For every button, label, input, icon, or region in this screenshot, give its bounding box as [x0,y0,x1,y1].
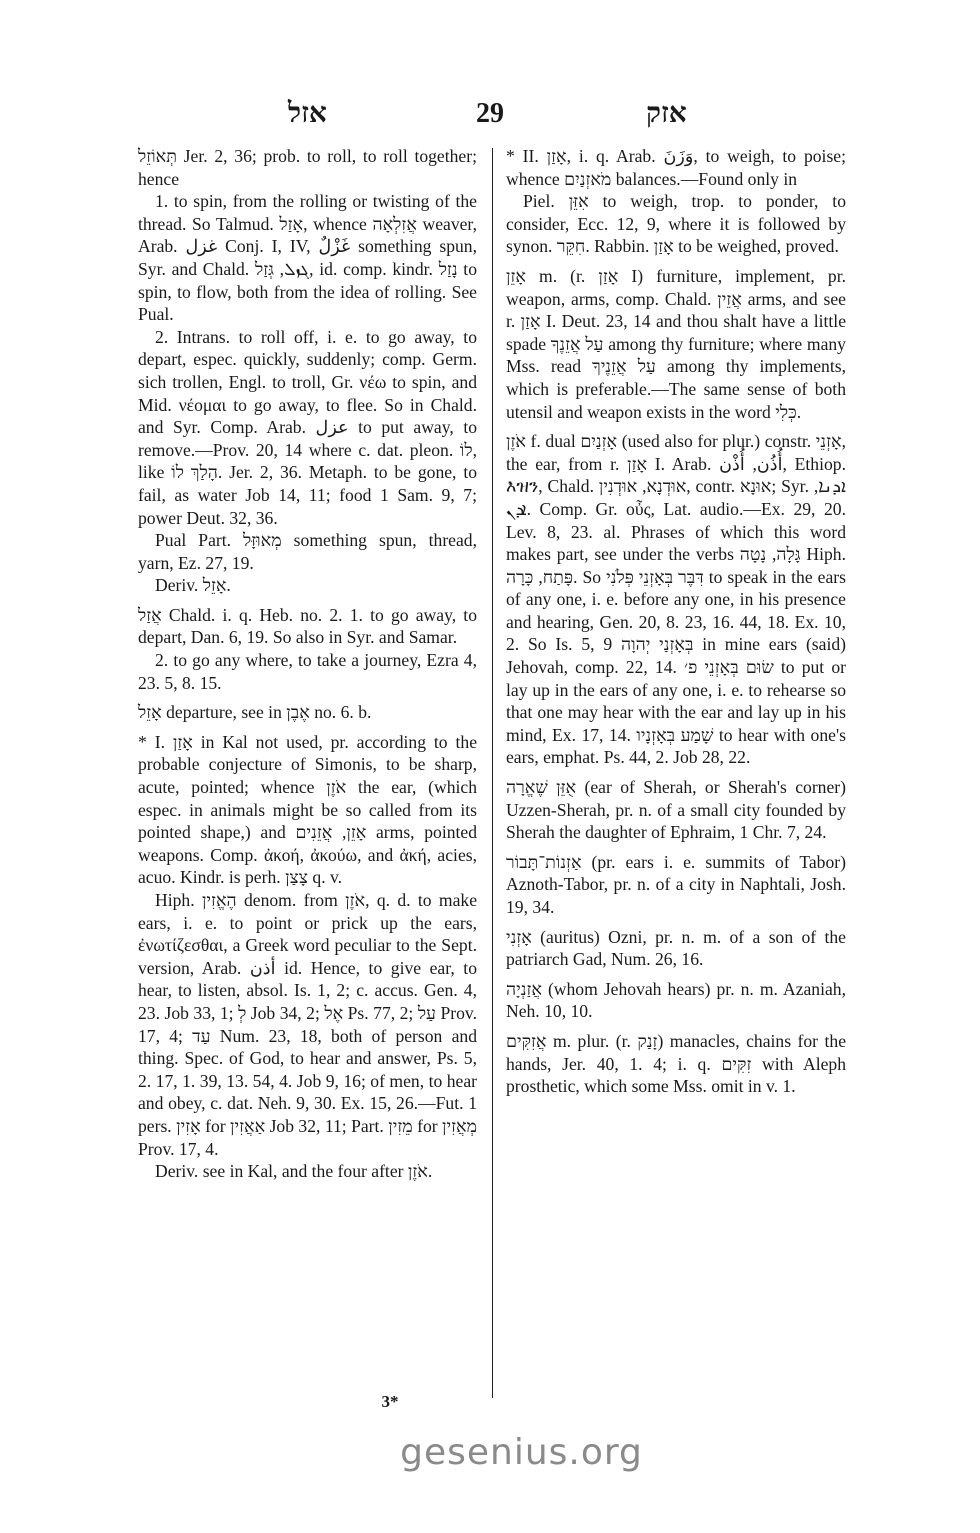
entry-text: אֲזַל Chald. i. q. Heb. no. 2. 1. to go away, to depart, Dan. 6, 19. So also in Syr. and Samar. [138,604,477,648]
entry-azel-departure [138,701,477,724]
entry-text: Deriv. אָזֵל. [155,575,231,596]
entry-text: Pual Part. מְאוּזָּל something spun, thread, yarn, Ez. 27, 19. [138,530,477,573]
right-column [506,145,846,1105]
left-column [138,145,477,1190]
left-headword: אזל [288,98,327,129]
entry-azan-i [138,731,477,1183]
column-divider [492,148,493,1398]
entry-text: אָזְנִי (auritus) Ozni, pr. n. m. of a son of the patriarch Gad, Num. 26, 16. [506,926,846,970]
entry-azal-chald [138,604,477,694]
right-headword: אזק [646,98,687,129]
entry-text: אֹזֶן f. dual אָזְנַיִם (used also for plur.) constr. אָזְנֵי, the ear, from r. אָזַן I. Arab. أُذُن, أُذْن, Ethiop. እዝን, Chald. אוּדְנָא, אוּדְנִין, contr. אוּנָא; Syr. ܐܕܢܐ, ܐܕܢ. Comp. Gr. οὖς, Lat. audio.—Ex. 29, 20. Lev. 8, 23. al. Phrases of which this word makes part, see under the verbs גָּלָה, נָטָה Hiph. פָּתַח, כָּרָה. So דִּבֶּר בְּאָזְנֵי פְּלֹנִי to speak in the ears of any one, i. e. before any one, in his presence and hearing, Gen. 20, 8. 23, 16. 44, 18. Ex. 10, 2. So Is. 5, 9 בְּאָזְנַי יְהוָה in mine ears (said) Jehovah, comp. 22, 14. שׂוּם בְּאָזְנֵי פ׳ to put or lay up in the ears of any one, i. e. to rehearse so that one may hear with the ear and lay up in his mind, Ex. 17, 14. שָׁמַע בְּאָזְנָיו to hear with one's ears, emphat. Ps. 44, 2. Job 28, 22. [506,431,847,768]
entry-text: Hiph. הֶאֱזִין denom. from אֹזֶן, q. d. to make ears, i. e. to point or prick up the ears, ἐνωτίζεσθαι, a Greek word peculiar to the Sept. version, Arab. أذن id. Hence, to give ear, to hear, to listen, absol. Is. 1, 2; c. accus. Gen. 4, 23. Job 33, 1; לְ Job 34, 2; אֶל Ps. 77, 2; עַל Prov. 17, 4; עַד Num. 23, 18, both of person and thing. Spec. of God, to hear and answer, Ps. 5, 2. 17, 1. 39, 13. 54, 4. Job 9, 16; of men, to hear and obey, c. dat. Neh. 9, 30. Ex. 15, 26.—Fut. 1 pers. אָזִין for אַאֲזִין Job 32, 11; Part. מֵזִין for מְאֲזִין Prov. 17, 4. [138,890,478,1159]
entry-azen-furniture [506,265,846,423]
entry-text: Deriv. see in Kal, and the four after אֹזֶן. [155,1161,433,1182]
site-watermark: gesenius.org [400,1432,643,1473]
entry-text: 2. to go any where, to take a journey, Ezra 4, 23. 5, 8. 15. [138,650,477,693]
entry-text: 1. to spin, from the rolling or twisting of the thread. So Talmud. אָזַל, whence אֲזִלְאָה weaver, Arab. غزل Conj. I, IV, غَزْلٌ something spun, Syr. and Chald. ܓܙܠ, גְּזַל, id. comp. kindr. נָזַל to spin, to flow, both from the idea of rolling. See Pual. [138,191,477,325]
entry-ozen-ear [506,430,846,769]
entry-aznoth-tabor [506,851,846,919]
entry-text: אָזֵן m. (r. אָזַן I) furniture, implement, pr. weapon, arms, comp. Chald. אֲזֵין arms, and see r. אָזַן I. Deut. 23, 14 and thou shalt have a little spade עַל אֲזֵנֶךָ among thy furniture; where many Mss. read עַל אֲזֵנֶיךָ among thy implements, which is preferable.—The same sense of both utensil and weapon exists in the word כְּלִי. [506,265,847,422]
page-number: 29 [476,98,504,129]
entry-text: אֻזֵּן שֶׁאֱרָה (ear of Sherah, or Sherah's corner) Uzzen-Sherah, pr. n. of a small city founded by Sherah the daughter of Ephraim, 1 Chr. 7, 24. [506,777,847,843]
entry-text: * I. אָזַן in Kal not used, pr. according to the probable conjecture of Simonis, to be sharp, acute, pointed; whence אֹזֶן the ear, (which espec. in animals might be so called from its pointed shape,) and אָזֵן, אֲזֵנִים arms, pointed weapons. Comp. ἀκοή, ἀκούω, and ἀκή, acies, acuo. Kindr. is perh. צָצַן q. v. [138,731,478,888]
entry-text: אֲזִקִּים m. plur. (r. זָנַק) manacles, chains for the hands, Jer. 40, 1. 4; i. q. זִקִּים with Aleph prosthetic, which some Mss. omit in v. 1. [506,1030,847,1097]
entry-text: אֲזַנְיָה (whom Jehovah hears) pr. n. m. Azaniah, Neh. 10, 10. [506,978,846,1022]
entry-aziqqim [506,1030,846,1098]
entry-azal-roll [138,145,477,597]
entry-text: תְּאוֹזֵל Jer. 2, 36; prob. to roll, to roll together; hence [138,146,477,189]
entry-text: Piel. אִזֵּן to weigh, trop. to ponder, to consider, Ecc. 12, 9, where it is followed by synon. חִקֵּר. Rabbin. אָזַן to be weighed, proved. [506,191,846,257]
entry-uzzen-sherah [506,776,846,844]
signature-mark: 3* [381,1392,399,1411]
entry-ozni [506,926,846,971]
entry-text: * II. אָזַן, i. q. Arab. وَزَنَ, to weigh, to poise; whence מֹאזְנַיִם balances.—Found only in [506,146,846,189]
entry-azan-ii [506,145,846,258]
entry-azaniah [506,978,846,1023]
entry-text: 2. Intrans. to roll off, i. e. to go away, to depart, espec. quickly, suddenly; comp. Germ. sich trollen, Engl. to troll, Gr. νέω to spin, and Mid. νέομαι to go away, to flee. So in Chald. and Syr. Comp. Arab. عزل to put away, to remove.—Prov. 20, 14 where c. dat. pleon. לוֹ, like הָלַךְ לוֹ. Jer. 2, 36. Metaph. to be gone, to fail, as water Job 14, 11; food 1 Sam. 9, 7; power Deut. 32, 36. [138,326,478,528]
entry-text: אָזֵל departure, see in אֶבֶן no. 6. b. [138,702,372,723]
page-header [130,96,850,136]
entry-text: אַזְנוֹת־תָּבוֹר (pr. ears i. e. summits of Tabor) Aznoth-Tabor, pr. n. of a city in Naphtali, Josh. 19, 34. [506,851,846,917]
